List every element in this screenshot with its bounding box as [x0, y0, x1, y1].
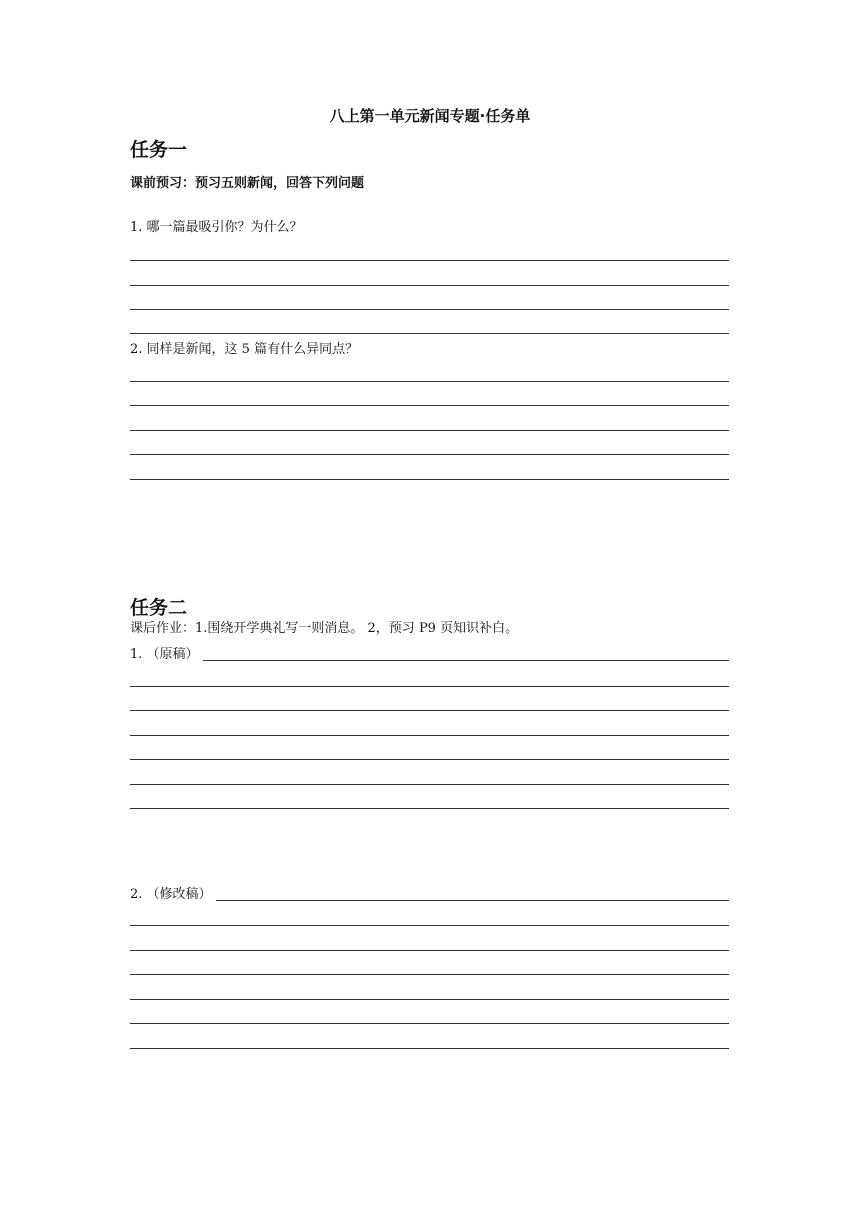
revision-fill-line[interactable]	[216, 886, 729, 901]
task2-heading: 任务二	[130, 597, 188, 619]
question-2: 2. 同样是新闻，这 5 篇有什么异同点？	[130, 342, 359, 357]
answer-line[interactable]	[130, 333, 729, 334]
question-1: 1. 哪一篇最吸引你？为什么？	[130, 220, 303, 235]
draft-row[interactable]	[130, 646, 729, 664]
answer-line[interactable]	[130, 808, 729, 809]
task1-instruction: 课前预习：预习五则新闻，回答下列问题	[130, 176, 365, 191]
answer-line[interactable]	[130, 686, 729, 687]
answer-line[interactable]	[130, 260, 729, 261]
answer-line[interactable]	[130, 735, 729, 736]
revision-row[interactable]	[130, 886, 729, 904]
answer-line[interactable]	[130, 759, 729, 760]
answer-line[interactable]	[130, 285, 729, 286]
task1-heading: 任务一	[130, 139, 188, 161]
revision-label: 2. （修改稿）	[130, 887, 212, 902]
answer-line[interactable]	[130, 430, 729, 431]
draft-fill-line[interactable]	[203, 646, 729, 661]
answer-line[interactable]	[130, 710, 729, 711]
draft-label: 1. （原稿）	[130, 647, 199, 662]
answer-line[interactable]	[130, 309, 729, 310]
answer-line[interactable]	[130, 999, 729, 1000]
answer-line[interactable]	[130, 974, 729, 975]
answer-line[interactable]	[130, 479, 729, 480]
answer-line[interactable]	[130, 381, 729, 382]
answer-line[interactable]	[130, 454, 729, 455]
answer-line[interactable]	[130, 1048, 729, 1049]
answer-line[interactable]	[130, 1023, 729, 1024]
answer-line[interactable]	[130, 405, 729, 406]
answer-line[interactable]	[130, 784, 729, 785]
answer-line[interactable]	[130, 925, 729, 926]
answer-line[interactable]	[130, 950, 729, 951]
task2-homework: 课后作业：1.围绕开学典礼写一则消息。 2，预习 P9 页知识补白。	[130, 621, 519, 636]
document-title: 八上第一单元新闻专题·任务单	[329, 107, 531, 125]
